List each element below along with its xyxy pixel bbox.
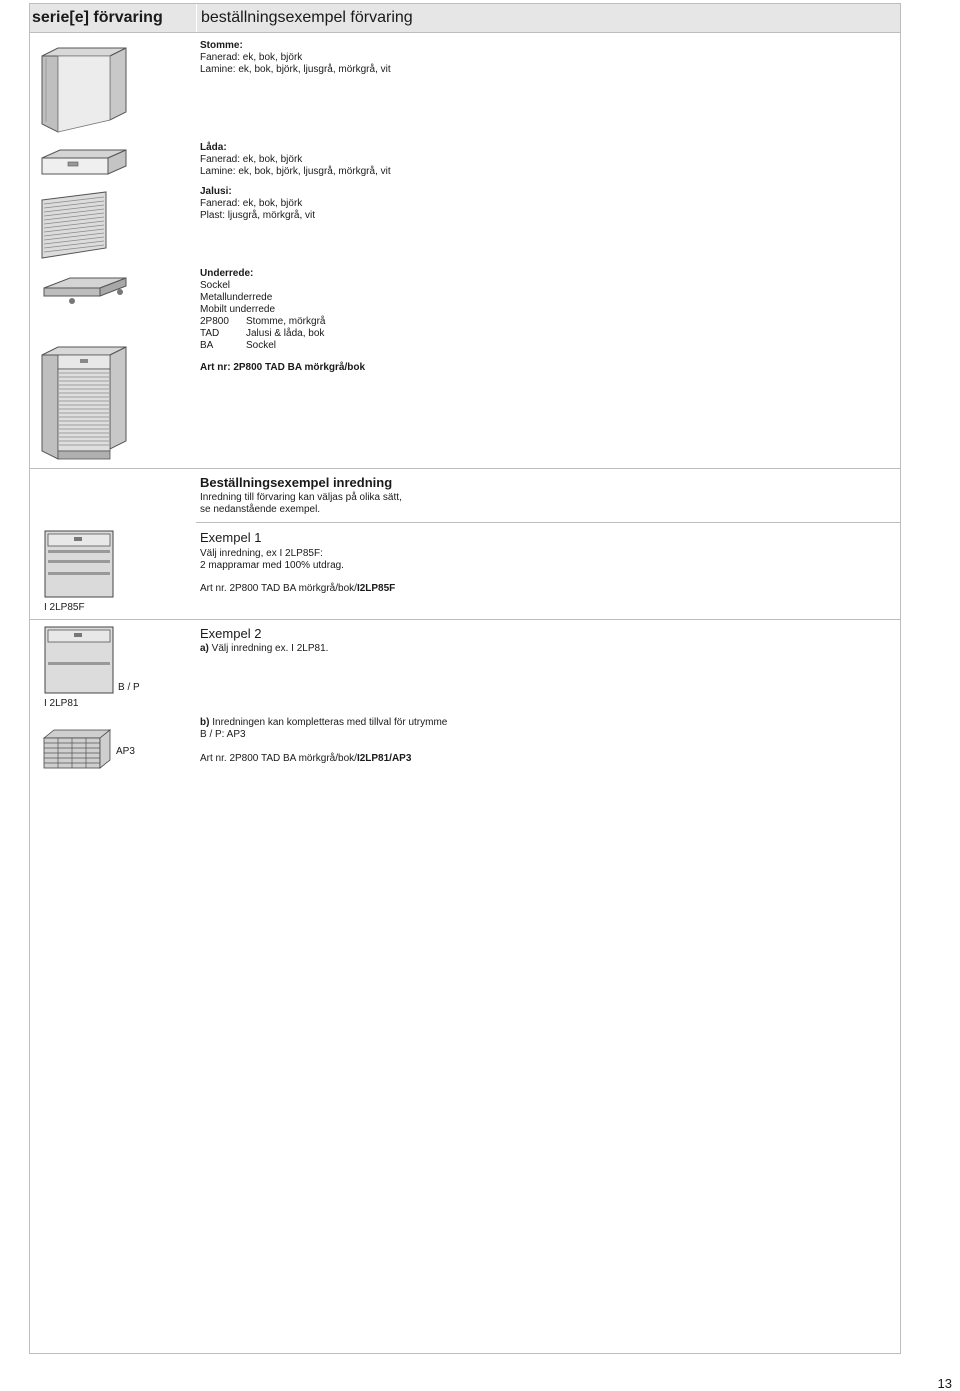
code-desc: Jalusi & låda, bok	[246, 328, 325, 339]
assembled-cabinet-illustration	[40, 345, 130, 463]
inredning-line: Inredning till förvaring kan väljas på olika sätt,	[200, 492, 402, 503]
exempel1-title: Exempel 1	[200, 530, 262, 545]
code-desc: Sockel	[246, 340, 277, 351]
underrede-art-nr: Art nr: 2P800 TAD BA mörkgrå/bok	[200, 362, 366, 373]
exempel1-line: Välj inredning, ex I 2LP85F:	[200, 548, 323, 559]
exempel2-a	[200, 643, 328, 655]
art-prefix: Art nr. 2P800 TAD BA mörkgrå/bok/	[200, 583, 357, 594]
exempel2-illustration	[44, 626, 114, 694]
code-row	[200, 316, 325, 328]
ap3-illustration	[42, 726, 112, 770]
art-code: I2LP85F	[356, 583, 396, 594]
a-label: a)	[200, 643, 209, 654]
frame-right	[900, 3, 901, 1353]
ap3-label: AP3	[116, 746, 135, 757]
code-row	[200, 340, 325, 352]
jalusi-label: Jalusi:	[200, 186, 232, 197]
exempel2-b-line2: B / P: AP3	[200, 729, 246, 740]
art-prefix: Art nr. 2P800 TAD BA mörkgrå/bok/	[200, 753, 357, 764]
stomme-line: Lamine: ek, bok, björk, ljusgrå, mörkgrå, vit	[200, 64, 391, 75]
page-title: beställningsexempel förvaring	[201, 9, 413, 26]
underrede-line: Metallunderrede	[200, 292, 273, 303]
lada-line: Lamine: ek, bok, björk, ljusgrå, mörkgrå, vit	[200, 166, 391, 177]
stomme-label: Stomme:	[200, 40, 243, 51]
b-label: b)	[200, 717, 210, 728]
exempel2-b	[200, 717, 447, 729]
section-divider	[29, 468, 901, 469]
header-divider	[196, 4, 197, 32]
code: 2P800	[200, 316, 229, 327]
exempel1-art-nr	[200, 583, 395, 595]
b-text: Inredningen kan kompletteras med tillval för utrymme	[209, 717, 448, 728]
stomme-line: Fanerad: ek, bok, björk	[200, 52, 303, 63]
inredning-title: Beställningsexempel inredning	[200, 475, 393, 490]
code-desc: Stomme, mörkgrå	[246, 316, 326, 327]
code: TAD	[200, 328, 220, 339]
exempel2-art-nr	[200, 753, 411, 765]
bp-label: B / P	[118, 682, 140, 693]
header-band	[29, 3, 901, 33]
code-row	[200, 328, 325, 340]
a-text: Välj inredning ex. I 2LP81.	[208, 643, 329, 654]
frame-left	[29, 33, 30, 1353]
stomme-illustration	[40, 48, 130, 134]
lada-line: Fanerad: ek, bok, björk	[200, 154, 303, 165]
section-divider	[29, 619, 901, 620]
exempel2-title: Exempel 2	[200, 626, 262, 641]
jalusi-line: Plast: ljusgrå, mörkgrå, vit	[200, 210, 316, 221]
underrede-line: Sockel	[200, 280, 231, 291]
jalusi-line: Fanerad: ek, bok, björk	[200, 198, 303, 209]
underrede-label: Underrede:	[200, 268, 254, 279]
code: BA	[200, 340, 214, 351]
jalusi-illustration	[42, 192, 108, 260]
underrede-illustration	[42, 276, 128, 308]
inredning-line: se nedanstående exempel.	[200, 504, 321, 515]
art-code: I2LP81/AP3	[356, 753, 412, 764]
lada-label: Låda:	[200, 142, 227, 153]
frame-bottom	[29, 1353, 901, 1354]
series-title: serie[e] förvaring	[32, 9, 163, 26]
page-number: 13	[937, 1376, 952, 1391]
exempel1-illustration	[44, 530, 114, 598]
underrede-line: Mobilt underrede	[200, 304, 276, 315]
exempel1-image-label: I 2LP85F	[44, 602, 85, 613]
lada-illustration	[40, 148, 128, 178]
exempel2-image-label: I 2LP81	[44, 698, 79, 709]
section-divider	[196, 522, 901, 523]
exempel1-line: 2 mappramar med 100% utdrag.	[200, 560, 344, 571]
